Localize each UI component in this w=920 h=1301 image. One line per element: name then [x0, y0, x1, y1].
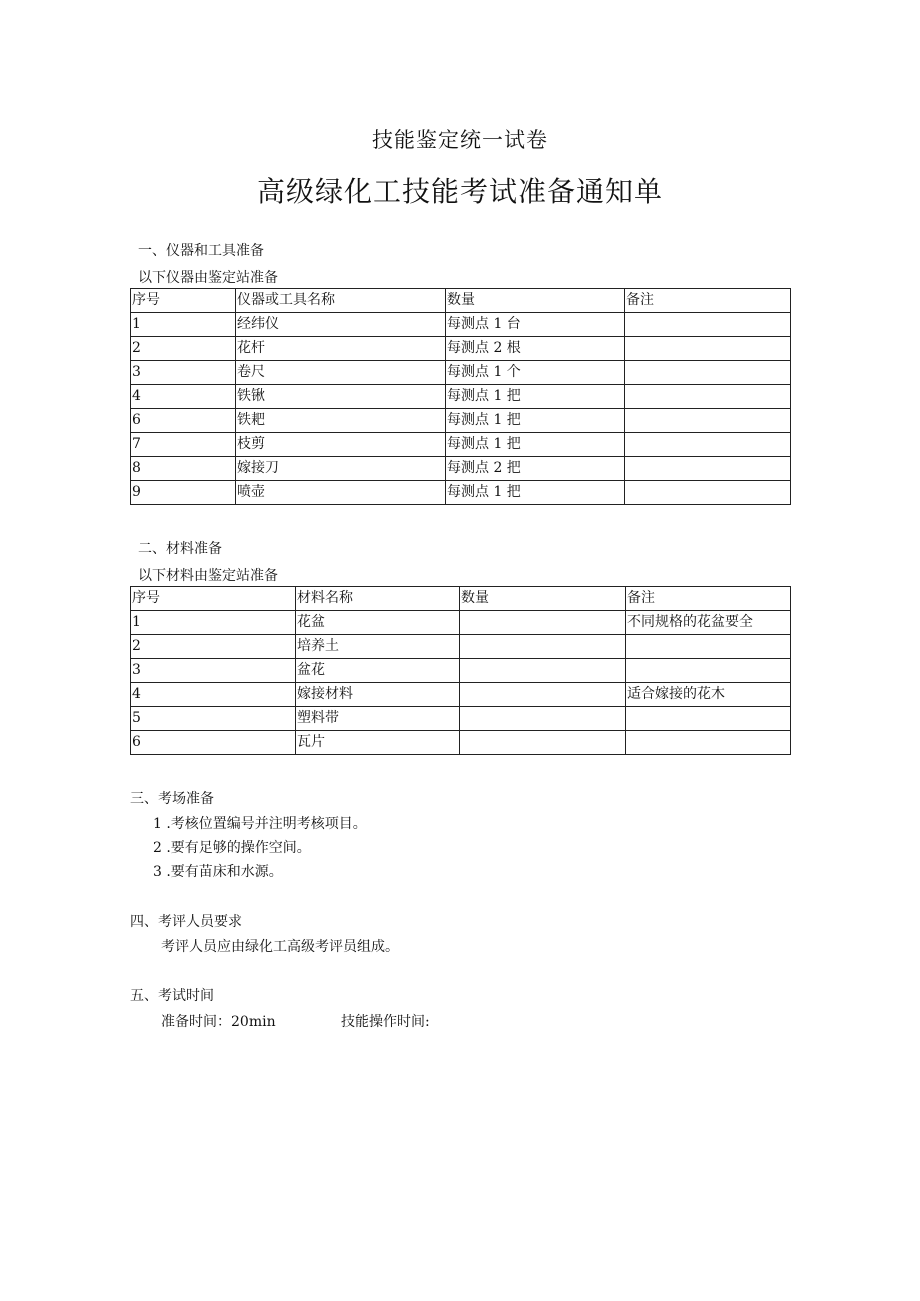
- table-cell: 3: [131, 659, 296, 683]
- section2-note: 以下材料由鉴定站准备: [138, 568, 278, 584]
- table-cell: [460, 683, 626, 707]
- section3-heading: 三、考场准备: [130, 791, 214, 807]
- table-cell: [460, 659, 626, 683]
- table-row: [131, 683, 791, 707]
- section3-item: 3 .要有苗床和水源。: [153, 864, 283, 880]
- table-cell: 5: [131, 707, 296, 731]
- table-cell: 铁耙: [236, 409, 446, 433]
- table-header-row: [131, 289, 791, 313]
- operation-time: 技能操作时间:: [341, 1014, 430, 1030]
- table-cell: 适合嫁接的花木: [626, 683, 791, 707]
- table-cell: 6: [131, 731, 296, 755]
- table-cell: 每测点 2 根: [446, 337, 625, 361]
- table-row: [131, 659, 791, 683]
- section4-heading: 四、考评人员要求: [130, 914, 242, 930]
- table-cell: 嫁接刀: [236, 457, 446, 481]
- table-cell: [626, 731, 791, 755]
- column-header: 备注: [625, 289, 791, 313]
- section3-item: 2 .要有足够的操作空间。: [153, 840, 311, 856]
- table-cell: 喷壶: [236, 481, 446, 505]
- table-row: [131, 409, 791, 433]
- table-cell: 每测点 1 个: [446, 361, 625, 385]
- table-row: [131, 313, 791, 337]
- table-row: [131, 433, 791, 457]
- table-cell: 1: [131, 611, 296, 635]
- table-cell: 每测点 2 把: [446, 457, 625, 481]
- table-cell: 每测点 1 把: [446, 481, 625, 505]
- table-cell: 铁锹: [236, 385, 446, 409]
- document-title: 高级绿化工技能考试准备通知单: [256, 175, 663, 208]
- section5-heading: 五、考试时间: [130, 988, 214, 1004]
- table-cell: 卷尺: [236, 361, 446, 385]
- table-cell: 4: [131, 385, 236, 409]
- column-header: 仪器或工具名称: [236, 289, 446, 313]
- column-header: 序号: [131, 587, 296, 611]
- table-cell: [460, 635, 626, 659]
- table-cell: 培养土: [296, 635, 460, 659]
- section1-note: 以下仪器由鉴定站准备: [138, 270, 278, 286]
- table-cell: [460, 707, 626, 731]
- column-header: 材料名称: [296, 587, 460, 611]
- table-cell: [625, 361, 791, 385]
- table-cell: [625, 433, 791, 457]
- material-table: [130, 586, 791, 755]
- table-cell: [460, 731, 626, 755]
- column-header: 数量: [446, 289, 625, 313]
- section2-heading: 二、材料准备: [138, 541, 222, 557]
- table-cell: 瓦片: [296, 731, 460, 755]
- column-header: 数量: [460, 587, 626, 611]
- table-cell: 每测点 1 台: [446, 313, 625, 337]
- document-subtitle: 技能鉴定统一试卷: [372, 128, 548, 152]
- table-row: [131, 707, 791, 731]
- table-row: [131, 385, 791, 409]
- table-cell: 每测点 1 把: [446, 433, 625, 457]
- table-row: [131, 337, 791, 361]
- table-cell: [626, 707, 791, 731]
- table-cell: 9: [131, 481, 236, 505]
- table-cell: 每测点 1 把: [446, 409, 625, 433]
- table-cell: 嫁接材料: [296, 683, 460, 707]
- table-cell: 经纬仪: [236, 313, 446, 337]
- section4-body: 考评人员应由绿化工高级考评员组成。: [161, 939, 399, 955]
- table-row: [131, 457, 791, 481]
- section3-item: 1 .考核位置编号并注明考核项目。: [153, 816, 367, 832]
- table-row: [131, 361, 791, 385]
- table-cell: 2: [131, 337, 236, 361]
- table-cell: [625, 481, 791, 505]
- table-cell: 1: [131, 313, 236, 337]
- table-cell: 3: [131, 361, 236, 385]
- table-cell: [625, 313, 791, 337]
- column-header: 序号: [131, 289, 236, 313]
- table-row: [131, 731, 791, 755]
- table-cell: [625, 457, 791, 481]
- table-cell: [460, 611, 626, 635]
- column-header: 备注: [626, 587, 791, 611]
- table-cell: 花盆: [296, 611, 460, 635]
- table-cell: 不同规格的花盆要全: [626, 611, 791, 635]
- table-cell: 塑料带: [296, 707, 460, 731]
- table-cell: 7: [131, 433, 236, 457]
- table-cell: 花杆: [236, 337, 446, 361]
- table-cell: [625, 385, 791, 409]
- table-cell: 每测点 1 把: [446, 385, 625, 409]
- table-cell: [626, 659, 791, 683]
- table-cell: 4: [131, 683, 296, 707]
- table-row: [131, 481, 791, 505]
- prep-time: 准备时间：20min: [161, 1014, 276, 1030]
- instrument-table: [130, 288, 791, 505]
- table-row: [131, 635, 791, 659]
- table-cell: [625, 409, 791, 433]
- table-cell: 6: [131, 409, 236, 433]
- table-row: [131, 611, 791, 635]
- table-cell: 8: [131, 457, 236, 481]
- table-cell: [625, 337, 791, 361]
- section1-heading: 一、仪器和工具准备: [138, 243, 264, 259]
- table-cell: 盆花: [296, 659, 460, 683]
- table-cell: 2: [131, 635, 296, 659]
- table-cell: 枝剪: [236, 433, 446, 457]
- table-header-row: [131, 587, 791, 611]
- table-cell: [626, 635, 791, 659]
